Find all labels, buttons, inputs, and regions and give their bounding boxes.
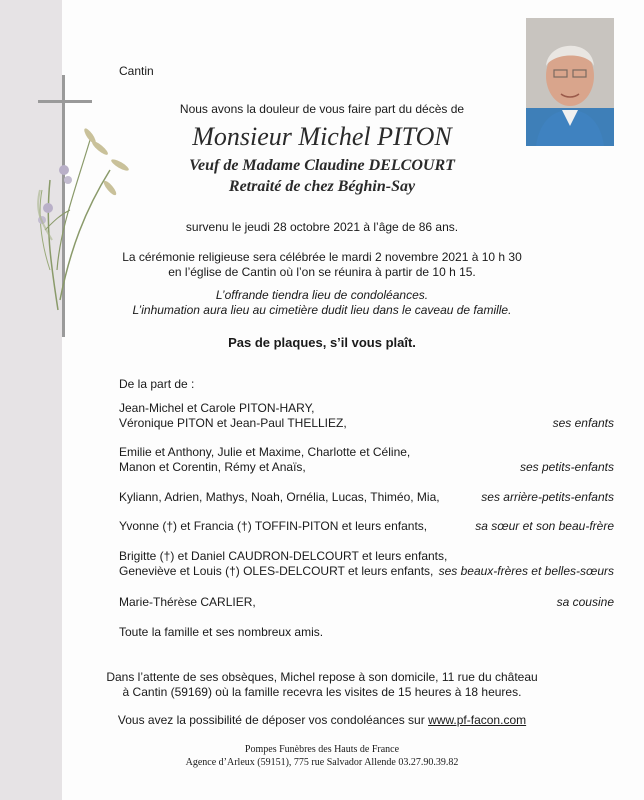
footer-company: Pompes Funèbres des Hauts de France [244, 744, 400, 755]
subtitle-retired: Retraité de chez Béghin-Say [228, 178, 416, 195]
subtitle-widow: Veuf de Madame Claudine DELCOURT [189, 157, 455, 174]
family-entry-line: Geneviève et Louis (†) OLES-DELCOURT et leurs enfants, [119, 564, 434, 578]
family-entry-line: Yvonne (†) et Francia (†) TOFFIN-PITON et leurs enfants, [119, 519, 428, 533]
ceremony-line-1: La cérémonie religieuse sera célébrée le mardi 2 novembre 2021 à 10 h 30 [122, 250, 522, 264]
relation-label: ses arrière-petits-enfants [481, 490, 614, 504]
relation-label: sa cousine [556, 595, 614, 609]
no-plaques-text: Pas de plaques, s’il vous plaît. [228, 335, 416, 350]
family-heading: De la part de : [119, 377, 195, 391]
intro-text: Nous avons la douleur de vous faire part du décès de [179, 102, 465, 116]
family-closing: Toute la famille et ses nombreux amis. [119, 625, 324, 639]
death-date-text: survenu le jeudi 28 octobre 2021 à l’âge de 86 ans. [185, 220, 459, 234]
town-label: Cantin [119, 64, 154, 78]
condolences-text: Vous avez la possibilité de déposer vos condoléances sur [117, 713, 425, 727]
relation-label: ses enfants [552, 416, 614, 430]
family-entry-line: Manon et Corentin, Rémy et Anaïs, [119, 460, 306, 474]
family-entry-line: Jean-Michel et Carole PITON-HARY, [119, 401, 315, 415]
condolences-link[interactable]: www.pf-facon.com [428, 713, 527, 727]
family-entry-line: Brigitte (†) et Daniel CAUDRON-DELCOURT et leurs enfants, [119, 549, 448, 563]
relation-label: ses beaux-frères et belles-sœurs [438, 564, 614, 578]
offering-text: L’offrande tiendra lieu de condoléances. [215, 288, 429, 302]
condolences-line [0, 713, 644, 727]
burial-text: L’inhumation aura lieu au cimetière dudit lieu dans le caveau de famille. [132, 303, 512, 317]
ceremony-line-2: en l’église de Cantin où l’on se réunira à partir de 10 h 15. [168, 265, 476, 279]
family-entry-line: Véronique PITON et Jean-Paul THELLIEZ, [119, 416, 347, 430]
family-entry-line: Emilie et Anthony, Julie et Maxime, Charlotte et Céline, [119, 445, 411, 459]
family-entry-line: Kyliann, Adrien, Mathys, Noah, Ornélia, Lucas, Thiméo, Mia, [119, 490, 440, 504]
relation-label: sa sœur et son beau-frère [475, 519, 614, 533]
deceased-name: Monsieur Michel PITON [192, 122, 452, 151]
family-entry-line: Marie-Thérèse CARLIER, [119, 595, 256, 609]
rest-line-2: à Cantin (59169) où la famille recevra les visites de 15 heures à 18 heures. [122, 685, 522, 699]
relation-label: ses petits-enfants [519, 460, 614, 474]
rest-line-1: Dans l’attente de ses obsèques, Michel repose à son domicile, 11 rue du château [106, 670, 538, 684]
footer-agency: Agence d’Arleux (59151), 775 rue Salvador Allende 03.27.90.39.82 [185, 757, 459, 768]
